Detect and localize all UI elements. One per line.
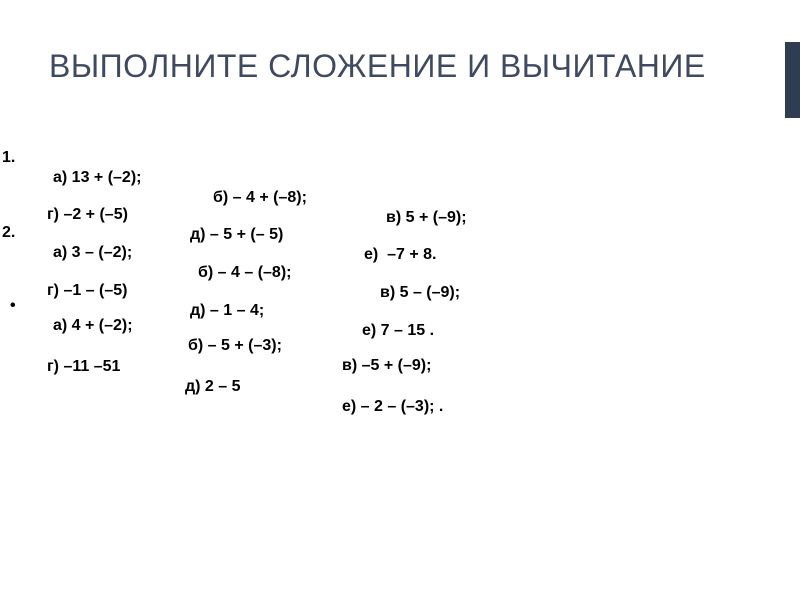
exercise-1-item-b: б) – 4 + (–8); (213, 189, 307, 206)
slide-title: ВЫПОЛНИТЕ СЛОЖЕНИЕ И ВЫЧИТАНИЕ (49, 48, 706, 84)
exercise-2-item-b: б) – 4 – (–8); (198, 264, 292, 281)
exercise-1-item-f: е) –7 + 8. (364, 246, 437, 263)
exercise-2-marker: 2. (2, 224, 16, 241)
exercise-3-item-d: г) –11 –51 (47, 358, 121, 375)
exercise-2-item-f: е) 7 – 15 . (362, 322, 435, 339)
exercise-3-item-c: в) –5 + (–9); (342, 357, 432, 374)
exercise-3-bullet: • (10, 297, 16, 314)
exercise-2-item-a: а) 3 – (–2); (53, 244, 133, 261)
exercise-2-item-d: г) –1 – (–5) (47, 282, 128, 299)
exercise-3-item-a: а) 4 + (–2); (53, 317, 133, 334)
exercise-1-item-d: г) –2 + (–5) (47, 206, 128, 223)
exercise-1-marker: 1. (2, 149, 16, 166)
exercise-1-item-c: в) 5 + (–9); (386, 209, 467, 226)
exercise-2-item-e: д) – 1 – 4; (190, 302, 265, 319)
exercise-2-item-c: в) 5 – (–9); (380, 284, 461, 301)
exercise-3-item-f: е) – 2 – (–3); . (342, 398, 444, 415)
exercise-3-item-e: д) 2 – 5 (185, 378, 241, 395)
exercise-1-item-e: д) – 5 + (– 5) (190, 226, 284, 243)
exercise-3-item-b: б) – 5 + (–3); (188, 337, 282, 354)
exercise-1-item-a: а) 13 + (–2); (53, 169, 142, 186)
